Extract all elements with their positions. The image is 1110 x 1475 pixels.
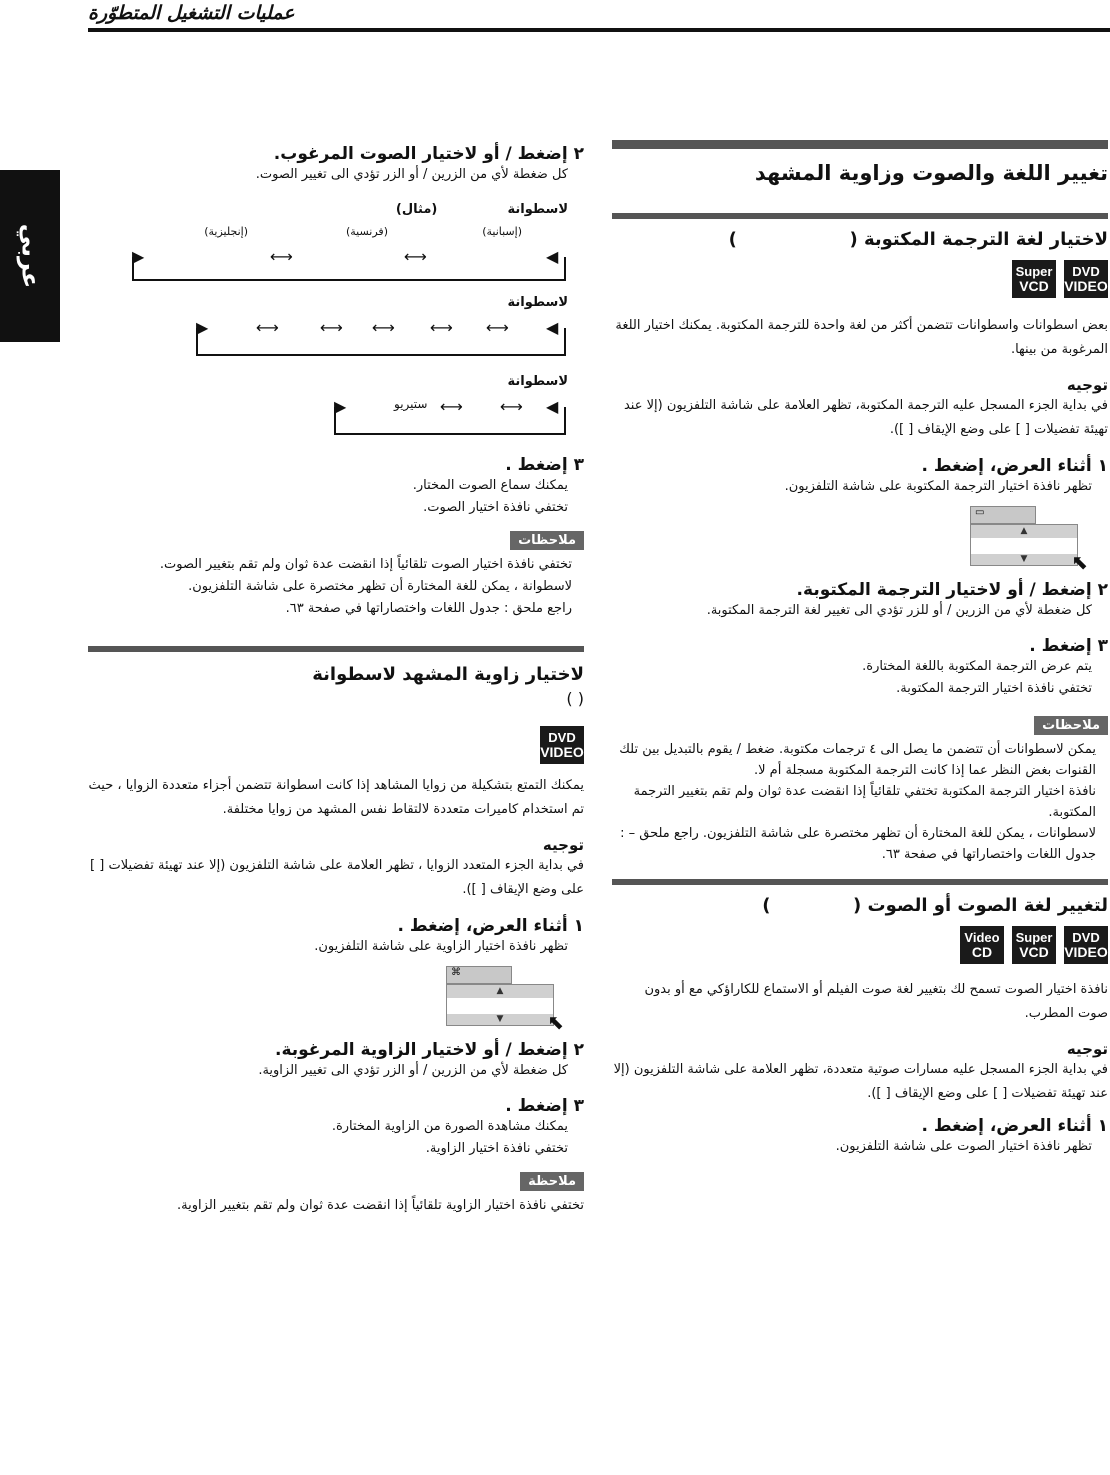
double-arrow-icon: ⟷ <box>430 318 453 337</box>
audio-step3-text1: يمكنك سماع الصوت المختار. <box>412 478 568 493</box>
main-title: تغيير اللغة والصوت وزاوية المشهد <box>754 161 1108 185</box>
angle-step1: ١ أثناء العرض، إضغط . <box>397 916 584 936</box>
subtitle-step1: ١ أثناء العرض، إضغط . <box>921 456 1108 476</box>
stereo-label: ستيريو <box>394 397 428 411</box>
diagram3-arrows <box>88 397 584 415</box>
page-header-title: عمليات التشغيل المتطوّرة <box>88 2 295 24</box>
subtitle-step3: ٣ إضغط . <box>1029 636 1108 656</box>
diagram1-header <box>88 198 584 217</box>
arrow-icon: ▶ <box>196 318 209 337</box>
section-rule <box>88 646 584 652</box>
audio-section-title: لتغيير لغة الصوت أو الصوت ( ) <box>762 895 1108 916</box>
language-side-tab <box>0 170 60 342</box>
notes-tag: ملاحظات <box>1034 716 1108 735</box>
super-vcd-badge: Super VCD <box>1012 926 1056 964</box>
header-rule <box>88 28 1110 32</box>
hint-heading: توجيه <box>1066 376 1108 394</box>
subtitle-step2: ٢ إضغط / أو لاختيار الترجمة المكتوبة. <box>796 580 1108 600</box>
lang-french: (فرنسية) <box>345 225 388 238</box>
angle-disc-badges <box>88 726 584 764</box>
arrow-icon: ◀ <box>546 247 559 266</box>
audio-note-3: راجع ملحق : جدول اللغات واختصاراتها في صفحة ٦٣. <box>285 601 572 616</box>
angle-section-title: لاختيار زاوية المشهد لاسطوانة <box>312 664 584 685</box>
double-arrow-icon: ⟷ <box>440 397 463 416</box>
subtitle-step3-text2: تختفي نافذة اختيار الترجمة المكتوبة. <box>896 681 1092 696</box>
double-arrow-icon: ⟷ <box>486 318 509 337</box>
double-arrow-icon: ⟷ <box>500 397 523 416</box>
diagram3-label: لاسطوانة <box>507 374 568 389</box>
diagram2-label: لاسطوانة <box>507 295 568 310</box>
section-rule <box>612 879 1108 885</box>
subtitle-osd-window <box>970 506 1088 574</box>
audio-intro: نافذة اختيار الصوت تسمح لك بتغيير لغة صوت الفيلم أو الاستماع للكاراؤكي مع أو بدون صوت المطرب. <box>644 982 1108 1021</box>
right-column <box>612 140 1108 1158</box>
diagram1-example: (مثال) <box>395 202 438 217</box>
lang-spanish: (إسبانية) <box>482 225 522 238</box>
angle-intro: يمكنك التمتع بتشكيلة من زوايا المشاهد إذا كانت اسطوانة تتضمن أجزاء متعددة الزوايا ، حيث تم استخدام كاميرات متعددة لالتقاط نفس المشهد من زوايا مختلفة. <box>88 778 584 817</box>
subtitle-step3-text1: يتم عرض الترجمة المكتوبة باللغة المختارة. <box>862 659 1092 674</box>
lang-english: (إنجليزية) <box>204 225 248 238</box>
angle-osd-window <box>446 966 564 1034</box>
super-vcd-badge: Super VCD <box>1012 260 1056 298</box>
arrow-icon: ◀ <box>546 397 559 416</box>
side-tab-label: عربي <box>16 223 44 289</box>
angle-step3: ٣ إضغط . <box>505 1096 584 1116</box>
audio-disc-badges <box>612 926 1108 964</box>
audio-step2-text: كل ضغطة لأي من الزرين / أو الزر تؤدي الى تغيير الصوت. <box>255 167 568 182</box>
audio-hint: في بداية الجزء المسجل عليه مسارات صوتية متعددة، تظهر العلامة على شاشة التلفزيون (إلا عند تهيئة تفضيلات [ ] على وضع الإيقاف [ ]). <box>613 1062 1108 1101</box>
double-arrow-icon: ⟷ <box>372 318 395 337</box>
dvd-video-badge: DVD VIDEO <box>540 726 584 764</box>
double-arrow-icon: ⟷ <box>270 247 293 266</box>
video-cd-badge: Video CD <box>960 926 1004 964</box>
audio-step3: ٣ إضغط . <box>505 455 584 475</box>
diagram1-arrows <box>88 247 584 265</box>
audio-note-1: تختفي نافذة اختيار الصوت تلقائياً إذا انقضت عدة ثوان ولم تقم بتغيير الصوت. <box>159 557 572 572</box>
angle-paren: ( ) <box>566 689 584 708</box>
notes-tag: ملاحظات <box>510 531 584 550</box>
diagram2 <box>88 318 584 368</box>
subtitle-note-2: نافذة اختيار الترجمة المكتوبة تختفي تلقائياً إذا انقضت عدة ثوان ولم تقم بتغيير الترجمة المكتوبة. <box>633 784 1096 820</box>
subtitle-note-1: يمكن لاسطوانات أن تتضمن ما يصل الى ٤ ترجمات مكتوبة. ضغط / يقوم بالتبديل بين تلك القنوات بغض النظر عما إذا كانت الترجمة المكتوبة مسجلة أم لا. <box>619 742 1096 778</box>
angle-osd-icon: ⌘ <box>446 966 512 984</box>
angle-step3-text2: تختفي نافذة اختيار الزاوية. <box>425 1141 568 1156</box>
diagram1 <box>88 247 584 287</box>
up-arrow-icon: ▲ <box>1020 526 1028 536</box>
disc-badges <box>612 260 1108 298</box>
subtitle-step2-text: كل ضغطة لأي من الزرين / أو للزر تؤدي الى تغيير لغة الترجمة المكتوبة. <box>706 603 1092 618</box>
angle-hint: في بداية الجزء المتعدد الزوايا ، تظهر العلامة على شاشة التلفزيون (إلا عند تهيئة تفضيلات [ ] على وضع الإيقاف [ ]). <box>90 858 584 897</box>
angle-step1-text: تظهر نافذة اختيار الزاوية على شاشة التلفزيون. <box>314 939 568 954</box>
subtitle-section-title: لاختيار لغة الترجمة المكتوبة ( ) <box>728 229 1108 250</box>
diagram1-languages <box>88 225 584 247</box>
up-arrow-icon: ▲ <box>496 986 504 996</box>
subtitle-osd-icon: ▭ <box>970 506 1036 524</box>
audio-step2: ٢ إضغط / أو لاختيار الصوت المرغوب. <box>273 144 584 164</box>
diagram1-label: لاسطوانة <box>507 202 568 217</box>
diagram3 <box>88 397 584 447</box>
angle-step2: ٢ إضغط / أو لاختيار الزاوية المرغوبة. <box>275 1040 584 1060</box>
angle-step2-text: كل ضغطة لأي من الزرين / أو الزر تؤدي الى تغيير الزاوية. <box>258 1063 568 1078</box>
note-tag: ملاحظة <box>520 1172 584 1191</box>
arrow-icon: ▶ <box>132 247 145 266</box>
pointer-icon: ⬉ <box>1071 550 1088 574</box>
angle-note: تختفي نافذة اختيار الزاوية تلقائياً إذا انقضت عدة ثوان ولم تقم بتغيير الزاوية. <box>177 1198 584 1213</box>
diagram2-arrows <box>88 318 584 336</box>
double-arrow-icon: ⟷ <box>256 318 279 337</box>
subtitle-note-3: لاسطوانات ، يمكن للغة المختارة أن تظهر مختصرة على شاشة التلفزيون. راجع ملحق – : جدول اللغات واختصاراتها في صفحة ٦٣. <box>620 826 1096 862</box>
down-arrow-icon: ▼ <box>496 1014 504 1024</box>
angle-step3-text1: يمكنك مشاهدة الصورة من الزاوية المختارة. <box>331 1119 568 1134</box>
left-column <box>88 140 584 1217</box>
section-rule <box>612 140 1108 149</box>
down-arrow-icon: ▼ <box>1020 554 1028 564</box>
audio-step1-text: تظهر نافذة اختيار الصوت على شاشة التلفزيون. <box>835 1139 1092 1154</box>
double-arrow-icon: ⟷ <box>320 318 343 337</box>
hint-heading: توجيه <box>1066 1040 1108 1058</box>
audio-step3-text2: تختفي نافذة اختيار الصوت. <box>423 500 568 515</box>
double-arrow-icon: ⟷ <box>404 247 427 266</box>
section-rule <box>612 213 1108 219</box>
hint-heading: توجيه <box>542 836 584 854</box>
subtitle-step1-text: تظهر نافذة اختيار الترجمة المكتوبة على شاشة التلفزيون. <box>784 479 1092 494</box>
subtitle-hint: في بداية الجزء المسجل عليه الترجمة المكتوبة، تظهر العلامة على شاشة التلفزيون (إلا عند تهيئة تفضيلات [ ] على وضع الإيقاف [ ]). <box>623 398 1108 437</box>
dvd-video-badge: DVD VIDEO <box>1064 260 1108 298</box>
arrow-icon: ▶ <box>334 397 347 416</box>
dvd-video-badge: DVD VIDEO <box>1064 926 1108 964</box>
subtitle-intro: بعض اسطوانات واسطوانات تتضمن أكثر من لغة واحدة للترجمة المكتوبة. يمكنك اختيار اللغة المرغوبة من بينها. <box>615 318 1108 357</box>
audio-step1: ١ أثناء العرض، إضغط . <box>921 1116 1108 1136</box>
arrow-icon: ◀ <box>546 318 559 337</box>
pointer-icon: ⬉ <box>547 1010 564 1034</box>
audio-note-2: لاسطوانة ، يمكن للغة المختارة أن تظهر مختصرة على شاشة التلفزيون. <box>188 579 572 594</box>
